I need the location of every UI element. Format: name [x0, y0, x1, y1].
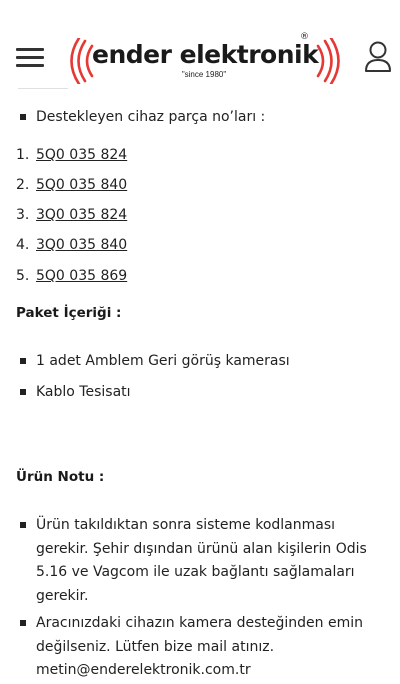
- menu-line: [16, 48, 44, 51]
- supported-parts-intro: Destekleyen cihaz parça no’ları :: [36, 109, 266, 125]
- list-number: 1.: [16, 147, 30, 163]
- list-number: 3.: [16, 207, 30, 223]
- part-number-item: [0, 265, 400, 287]
- package-item: Kablo Tesisatı: [36, 384, 131, 400]
- bullet: [20, 620, 26, 626]
- site-header: [0, 0, 400, 96]
- note-item: Aracınızdaki cihazın kamera desteğinden emin değilseniz. Lütfen bize mail atınız. metin@enderelektronik.com.tr: [36, 615, 363, 678]
- list-number: 5.: [16, 268, 30, 284]
- part-number-link[interactable]: 3Q0 035 840: [36, 237, 128, 253]
- brand-tagline: "since 1980": [181, 70, 227, 79]
- part-number-item: [0, 144, 400, 166]
- bullet: [20, 522, 26, 528]
- part-number-item: [0, 234, 400, 256]
- note-heading: Ürün Notu :: [16, 469, 105, 485]
- package-item: 1 adet Amblem Geri görüş kamerası: [36, 353, 290, 369]
- user-account-icon[interactable]: [362, 40, 394, 74]
- part-number-link[interactable]: 5Q0 035 824: [36, 147, 128, 163]
- bullet: [20, 389, 26, 395]
- menu-line: [16, 56, 44, 59]
- brand-name: ender elektronik: [92, 40, 319, 69]
- menu-line: [16, 64, 44, 67]
- bullet: [20, 358, 26, 364]
- package-heading: Paket İçeriği :: [16, 305, 122, 321]
- part-number-item: [0, 204, 400, 226]
- part-number-link[interactable]: 5Q0 035 840: [36, 177, 128, 193]
- note-item: Ürün takıldıktan sonra sisteme kodlanması gerekir. Şehir dışından ürünü alan kişilerin Odis 5.16 ve Vagcom ile uzak bağlantı sağlamaları gerekir.: [36, 517, 367, 604]
- registered-mark: ®: [300, 32, 309, 42]
- part-number-item: [0, 174, 400, 196]
- brand-logo[interactable]: [70, 32, 338, 88]
- header-divider: [18, 88, 68, 89]
- list-number: 2.: [16, 177, 30, 193]
- hamburger-menu-button[interactable]: [16, 44, 46, 68]
- part-number-link[interactable]: 5Q0 035 869: [36, 268, 128, 284]
- part-number-link[interactable]: 3Q0 035 824: [36, 207, 128, 223]
- list-number: 4.: [16, 237, 30, 253]
- bullet: [20, 114, 26, 120]
